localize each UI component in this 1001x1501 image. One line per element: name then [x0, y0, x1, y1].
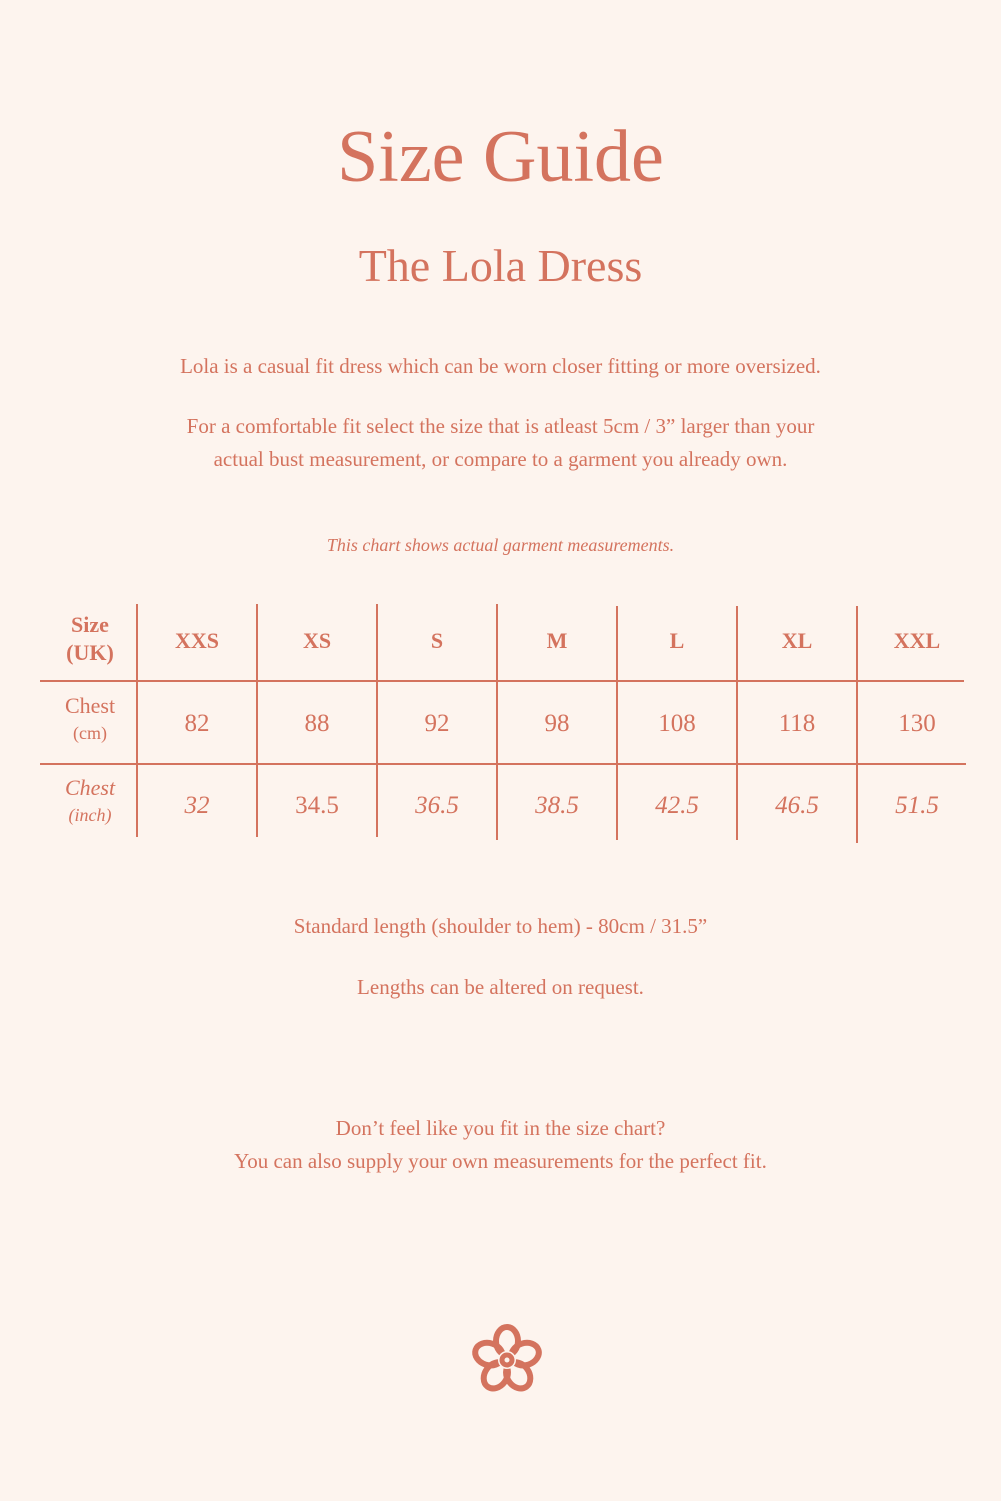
- chest-cm-s: 92: [424, 710, 450, 737]
- custom-measurements: [0, 1112, 1001, 1178]
- row-label-text: Chest: [64, 775, 116, 800]
- chest-cm-m: 98: [544, 710, 570, 737]
- size-header-xs: XS: [302, 628, 332, 653]
- chest-inch-s: 36.5: [415, 792, 459, 819]
- flower-icon: [469, 1322, 545, 1398]
- chest-cm-xxl: 130: [898, 710, 936, 737]
- custom-line-1: Don’t feel like you fit in the size chart?: [335, 1116, 666, 1140]
- intro-text: Lola is a casual fit dress which can be worn closer fitting or more oversized.: [180, 354, 821, 378]
- chest-inch-l: 42.5: [655, 792, 699, 819]
- row-label-chest-cm: [40, 692, 140, 746]
- size-header-m: M: [546, 628, 568, 653]
- row-label-unit: (cm): [73, 723, 107, 743]
- page-subtitle: The Lola Dress: [358, 240, 643, 291]
- chest-inch-xs: 34.5: [295, 792, 339, 819]
- standard-length: Standard length (shoulder to hem) - 80cm / 31.5”: [293, 914, 708, 938]
- row-label-chest-inch: [40, 774, 140, 828]
- fit-advice-line-1: For a comfortable fit select the size that is atleast 5cm / 3” larger than your: [186, 414, 815, 438]
- chest-inch-m: 38.5: [535, 792, 579, 819]
- chest-inch-xxl: 51.5: [895, 792, 939, 819]
- chest-inch-xl: 46.5: [775, 792, 819, 819]
- chest-cm-l: 108: [658, 710, 696, 737]
- fit-advice-line-2: actual bust measurement, or compare to a garment you already own.: [213, 447, 788, 471]
- chest-cm-xxs: 82: [184, 710, 210, 737]
- size-uk-header: [40, 611, 140, 667]
- size-header-l: L: [669, 628, 685, 653]
- chest-inch-xxs: 32: [184, 792, 210, 819]
- size-header-s: S: [430, 628, 444, 653]
- fit-advice: [0, 410, 1001, 476]
- custom-line-2: You can also supply your own measurements for the perfect fit.: [234, 1149, 767, 1173]
- row-label-unit: (inch): [68, 805, 112, 825]
- size-header-xxs: XXS: [174, 628, 219, 653]
- size-header-xl: XL: [781, 628, 813, 653]
- chart-note: This chart shows actual garment measurements.: [326, 535, 675, 555]
- size-header-label: Size: [71, 612, 109, 637]
- page-title: Size Guide: [337, 116, 664, 198]
- chest-cm-xl: 118: [778, 710, 816, 737]
- row-label-text: Chest: [64, 693, 116, 718]
- size-header-xxl: XXL: [893, 628, 941, 653]
- size-header-unit: (UK): [66, 640, 114, 665]
- length-alteration-note: Lengths can be altered on request.: [357, 975, 644, 999]
- chest-cm-xs: 88: [304, 710, 330, 737]
